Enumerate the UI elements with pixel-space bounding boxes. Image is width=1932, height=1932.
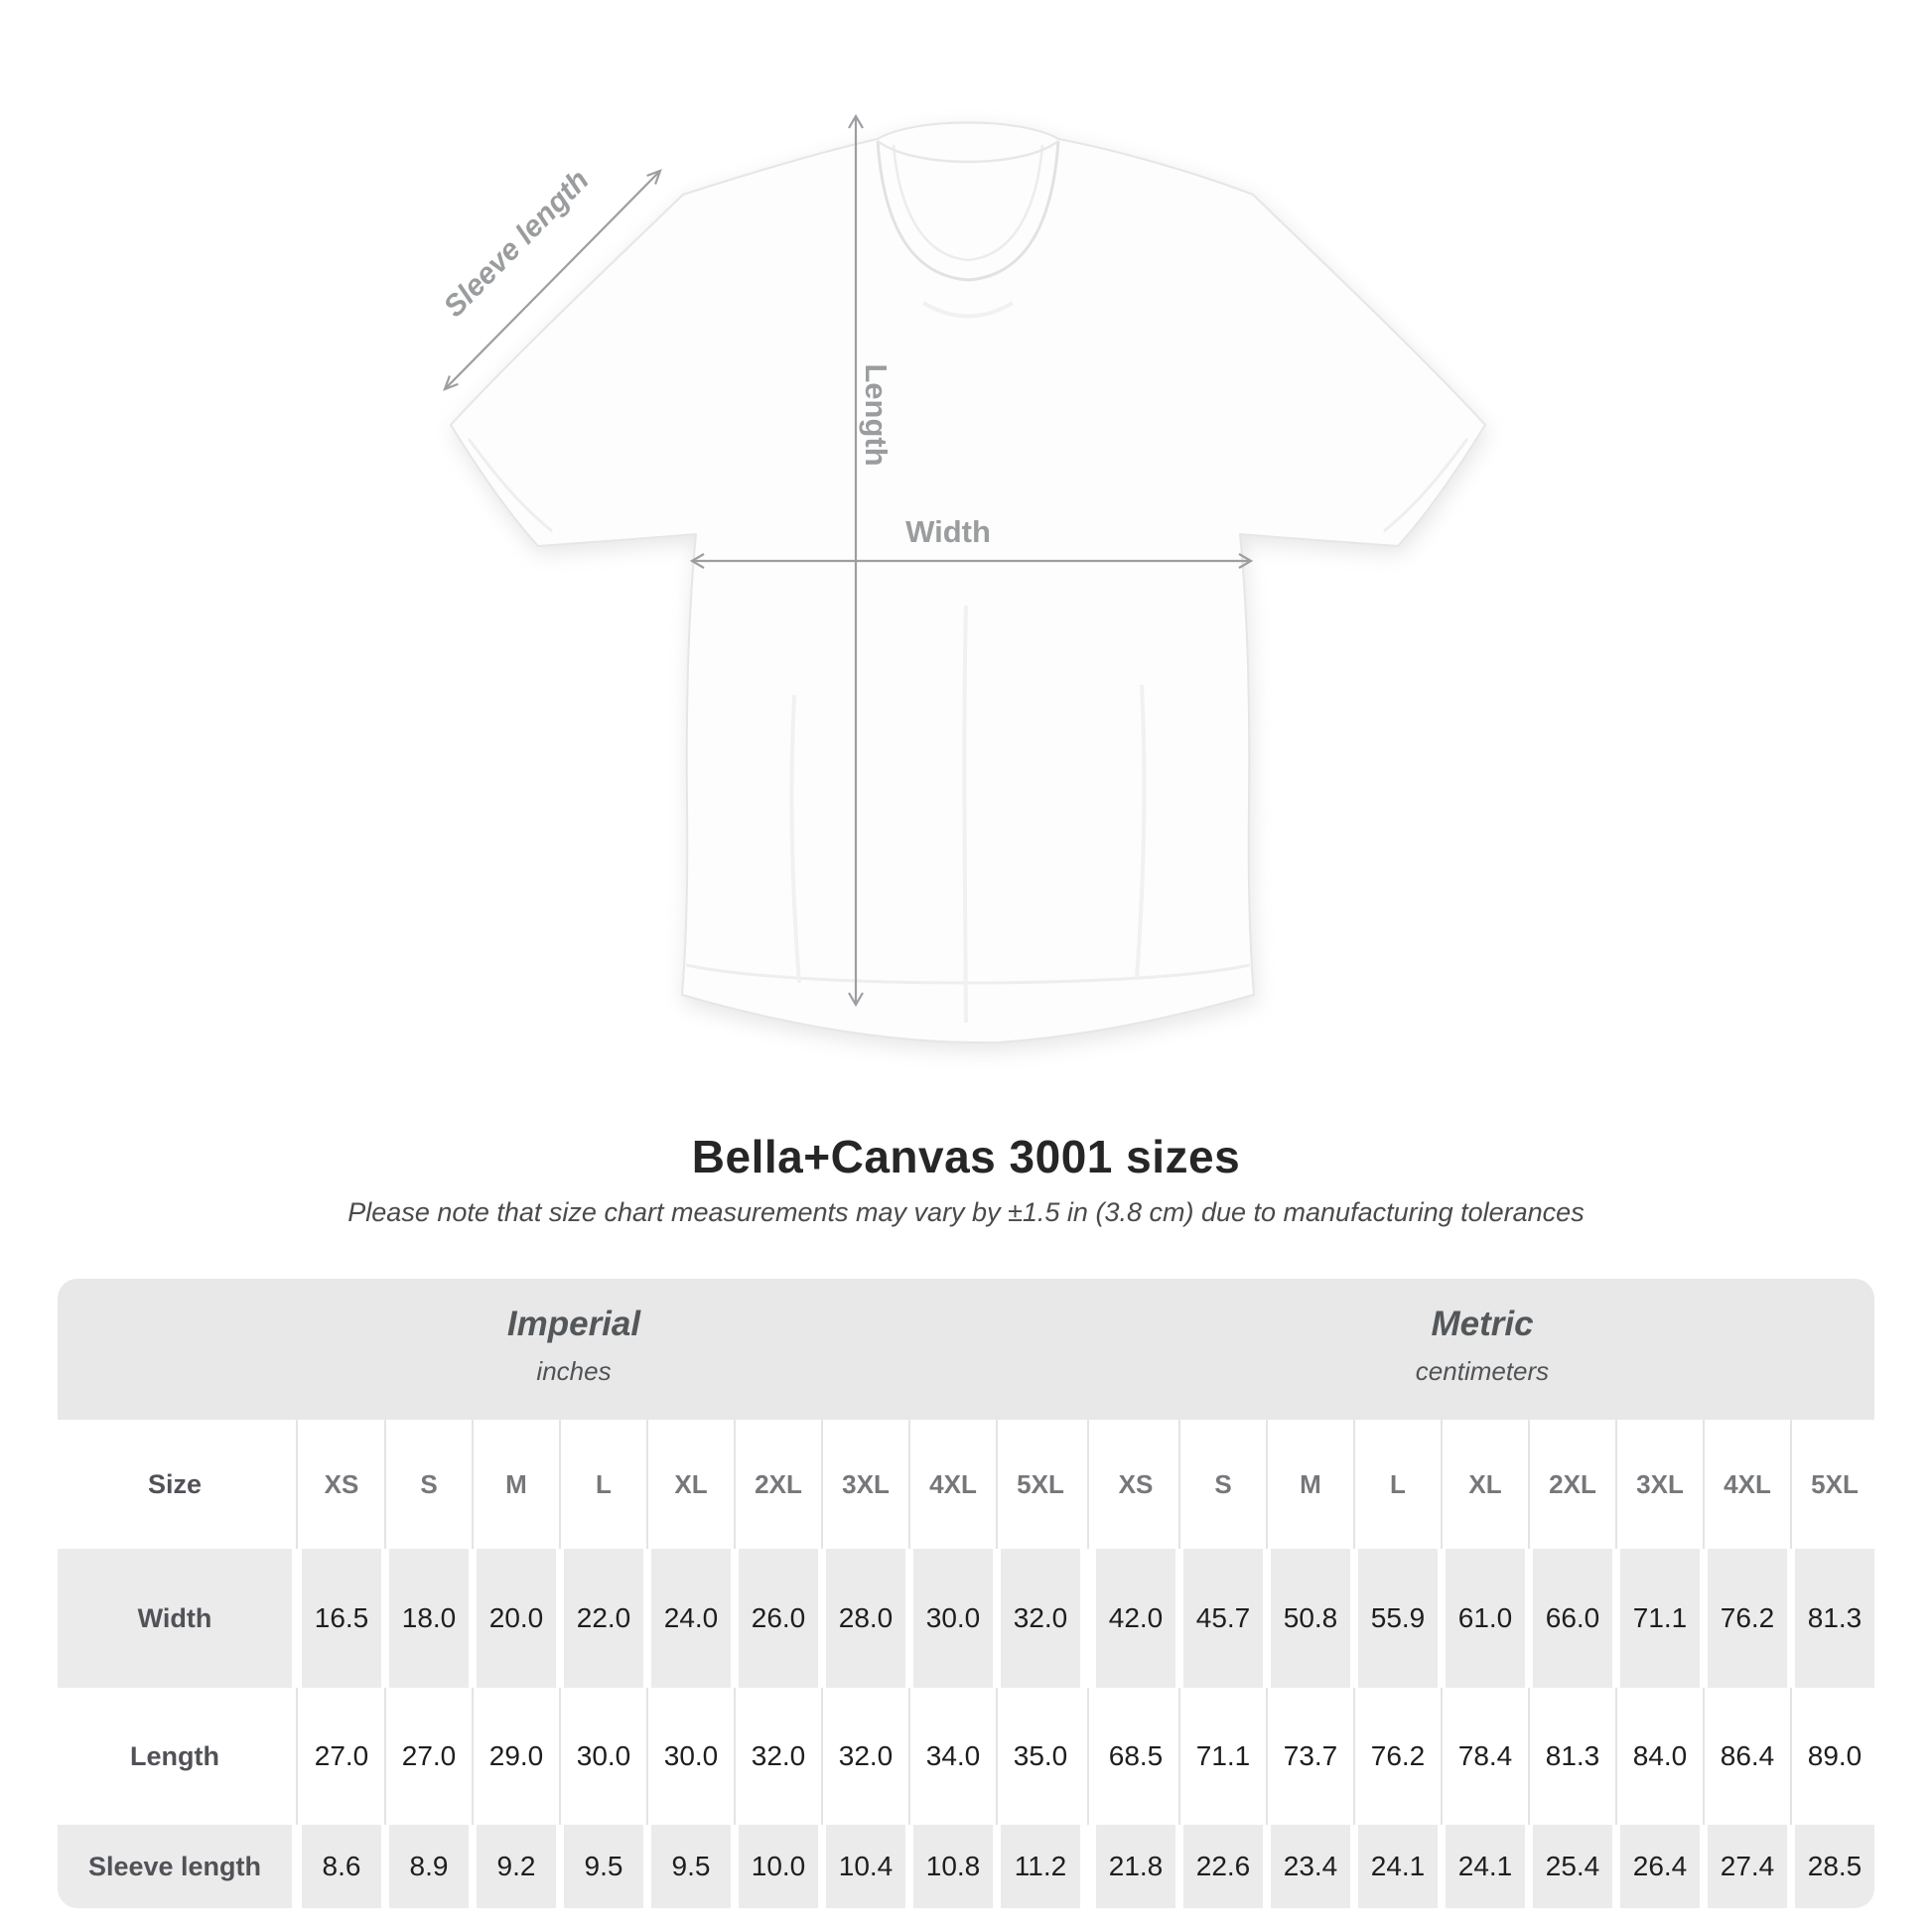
value-cell: 32.0 <box>1001 1549 1080 1688</box>
gap <box>1787 1825 1795 1908</box>
value-cell: 32.0 <box>739 1688 818 1825</box>
size-table <box>58 1279 1874 1908</box>
table-row-width <box>58 1549 1874 1688</box>
metric-header <box>1090 1305 1874 1387</box>
gap <box>381 1549 389 1688</box>
value-cell: 89.0 <box>1795 1688 1874 1825</box>
row-label: Sleeve length <box>58 1825 292 1908</box>
size-header-row <box>58 1420 1874 1549</box>
gap <box>1612 1688 1620 1825</box>
value-cell: 27.4 <box>1708 1825 1787 1908</box>
gap <box>556 1825 564 1908</box>
gap <box>905 1688 913 1825</box>
gap <box>1612 1549 1620 1688</box>
value-cell: 45.7 <box>1183 1549 1263 1688</box>
gap <box>1787 1420 1795 1549</box>
tolerance-note: Please note that size chart measurements may vary by ±1.5 in (3.8 cm) due to manufacturing tolerances <box>347 1197 1585 1227</box>
value-cell: 30.0 <box>913 1549 993 1688</box>
value-cell: 71.1 <box>1620 1549 1700 1688</box>
value-cell: 8.9 <box>389 1825 469 1908</box>
size-col-header: 2XL <box>1533 1420 1612 1549</box>
unit-header-band <box>58 1279 1874 1420</box>
metric-label: Metric <box>1431 1305 1534 1343</box>
value-cell: 18.0 <box>389 1549 469 1688</box>
value-cell: 27.0 <box>302 1688 381 1825</box>
value-cell: 32.0 <box>826 1688 905 1825</box>
tshirt-illustration <box>451 123 1485 1043</box>
size-col-header: 2XL <box>739 1420 818 1549</box>
value-cell: 24.1 <box>1446 1825 1525 1908</box>
gap <box>818 1688 826 1825</box>
value-cell: 27.0 <box>389 1688 469 1825</box>
gap <box>1175 1549 1183 1688</box>
gap <box>292 1420 302 1549</box>
size-col-header: S <box>389 1420 469 1549</box>
unit-divider-gap <box>1080 1549 1096 1688</box>
gap <box>1787 1549 1795 1688</box>
value-cell: 25.4 <box>1533 1825 1612 1908</box>
value-cell: 21.8 <box>1096 1825 1175 1908</box>
size-col-header: L <box>564 1420 643 1549</box>
value-cell: 11.2 <box>1001 1825 1080 1908</box>
gap <box>469 1688 477 1825</box>
gap <box>1438 1688 1446 1825</box>
value-cell: 81.3 <box>1795 1549 1874 1688</box>
gap <box>1175 1688 1183 1825</box>
value-cell: 71.1 <box>1183 1688 1263 1825</box>
gap <box>1438 1549 1446 1688</box>
gap <box>643 1825 651 1908</box>
value-cell: 29.0 <box>477 1688 556 1825</box>
gap <box>731 1549 739 1688</box>
value-cell: 30.0 <box>651 1688 731 1825</box>
value-cell: 22.0 <box>564 1549 643 1688</box>
value-cell: 24.0 <box>651 1549 731 1688</box>
gap <box>905 1825 913 1908</box>
imperial-label: Imperial <box>506 1305 641 1343</box>
value-cell: 9.5 <box>651 1825 731 1908</box>
size-col-header: 5XL <box>1001 1420 1080 1549</box>
gap <box>1263 1549 1271 1688</box>
gap <box>643 1420 651 1549</box>
value-cell: 24.1 <box>1358 1825 1438 1908</box>
value-cell: 10.8 <box>913 1825 993 1908</box>
value-cell: 66.0 <box>1533 1549 1612 1688</box>
value-cell: 20.0 <box>477 1549 556 1688</box>
imperial-header <box>58 1305 1090 1387</box>
gap <box>731 1420 739 1549</box>
value-cell: 34.0 <box>913 1688 993 1825</box>
value-cell: 23.4 <box>1271 1825 1350 1908</box>
gap <box>1350 1825 1358 1908</box>
size-col-header: 4XL <box>913 1420 993 1549</box>
table-row-length <box>58 1688 1874 1825</box>
value-cell: 9.2 <box>477 1825 556 1908</box>
row-label: Width <box>58 1549 292 1688</box>
gap <box>381 1688 389 1825</box>
gap <box>1175 1420 1183 1549</box>
gap <box>1700 1825 1708 1908</box>
value-cell: 50.8 <box>1271 1549 1350 1688</box>
gap <box>993 1688 1001 1825</box>
row-label: Length <box>58 1688 292 1825</box>
unit-divider-gap <box>1080 1688 1096 1825</box>
size-col-header: XL <box>651 1420 731 1549</box>
gap <box>1263 1825 1271 1908</box>
value-cell: 35.0 <box>1001 1688 1080 1825</box>
size-col-header: S <box>1183 1420 1263 1549</box>
value-cell: 8.6 <box>302 1825 381 1908</box>
gap <box>993 1549 1001 1688</box>
gap <box>292 1549 302 1688</box>
value-cell: 26.4 <box>1620 1825 1700 1908</box>
value-cell: 78.4 <box>1446 1688 1525 1825</box>
value-cell: 81.3 <box>1533 1688 1612 1825</box>
gap <box>1525 1825 1533 1908</box>
value-cell: 22.6 <box>1183 1825 1263 1908</box>
gap <box>1350 1420 1358 1549</box>
gap <box>818 1420 826 1549</box>
gap <box>1438 1825 1446 1908</box>
size-col-header: M <box>477 1420 556 1549</box>
value-cell: 84.0 <box>1620 1688 1700 1825</box>
gap <box>1700 1688 1708 1825</box>
gap <box>1612 1825 1620 1908</box>
gap <box>1612 1420 1620 1549</box>
size-col-header: XS <box>302 1420 381 1549</box>
value-cell: 76.2 <box>1358 1688 1438 1825</box>
gap <box>1175 1825 1183 1908</box>
imperial-unit: inches <box>536 1356 612 1386</box>
unit-divider-gap <box>1080 1825 1096 1908</box>
gap <box>1263 1420 1271 1549</box>
size-col-header: 3XL <box>826 1420 905 1549</box>
value-cell: 42.0 <box>1096 1549 1175 1688</box>
gap <box>1700 1420 1708 1549</box>
size-col-header: M <box>1271 1420 1350 1549</box>
size-col-header: 4XL <box>1708 1420 1787 1549</box>
gap <box>292 1688 302 1825</box>
gap <box>905 1420 913 1549</box>
gap <box>731 1688 739 1825</box>
gap <box>469 1420 477 1549</box>
value-cell: 10.0 <box>739 1825 818 1908</box>
value-cell: 73.7 <box>1271 1688 1350 1825</box>
table-row-sleeve-length <box>58 1825 1874 1908</box>
gap <box>1263 1688 1271 1825</box>
sleeve-length-label: Sleeve length <box>437 163 596 324</box>
gap <box>1525 1420 1533 1549</box>
gap <box>643 1549 651 1688</box>
value-cell: 28.0 <box>826 1549 905 1688</box>
gap <box>1787 1688 1795 1825</box>
gap <box>905 1549 913 1688</box>
page-title: Bella+Canvas 3001 sizes <box>691 1131 1241 1182</box>
value-cell: 55.9 <box>1358 1549 1438 1688</box>
size-col-header: 5XL <box>1795 1420 1874 1549</box>
size-col-header: XS <box>1096 1420 1175 1549</box>
value-cell: 16.5 <box>302 1549 381 1688</box>
value-cell: 9.5 <box>564 1825 643 1908</box>
value-cell: 61.0 <box>1446 1549 1525 1688</box>
gap <box>556 1549 564 1688</box>
gap <box>381 1420 389 1549</box>
length-label: Length <box>859 363 894 467</box>
gap <box>818 1825 826 1908</box>
width-label: Width <box>905 514 991 549</box>
gap <box>993 1420 1001 1549</box>
size-col-header: 3XL <box>1620 1420 1700 1549</box>
gap <box>1350 1688 1358 1825</box>
gap <box>381 1825 389 1908</box>
gap <box>1438 1420 1446 1549</box>
gap <box>1525 1688 1533 1825</box>
value-cell: 28.5 <box>1795 1825 1874 1908</box>
size-col-header: L <box>1358 1420 1438 1549</box>
gap <box>1525 1549 1533 1688</box>
value-cell: 30.0 <box>564 1688 643 1825</box>
gap <box>993 1825 1001 1908</box>
value-cell: 76.2 <box>1708 1549 1787 1688</box>
value-cell: 86.4 <box>1708 1688 1787 1825</box>
gap <box>1700 1549 1708 1688</box>
gap <box>643 1688 651 1825</box>
gap <box>292 1825 302 1908</box>
value-cell: 68.5 <box>1096 1688 1175 1825</box>
gap <box>556 1688 564 1825</box>
gap <box>469 1549 477 1688</box>
gap <box>818 1549 826 1688</box>
value-cell: 10.4 <box>826 1825 905 1908</box>
gap <box>731 1825 739 1908</box>
gap <box>469 1825 477 1908</box>
gap <box>556 1420 564 1549</box>
value-cell: 26.0 <box>739 1549 818 1688</box>
size-corner-label: Size <box>58 1420 292 1549</box>
gap <box>1350 1549 1358 1688</box>
size-col-header: XL <box>1446 1420 1525 1549</box>
unit-divider-gap <box>1080 1420 1096 1549</box>
metric-unit: centimeters <box>1415 1356 1550 1386</box>
